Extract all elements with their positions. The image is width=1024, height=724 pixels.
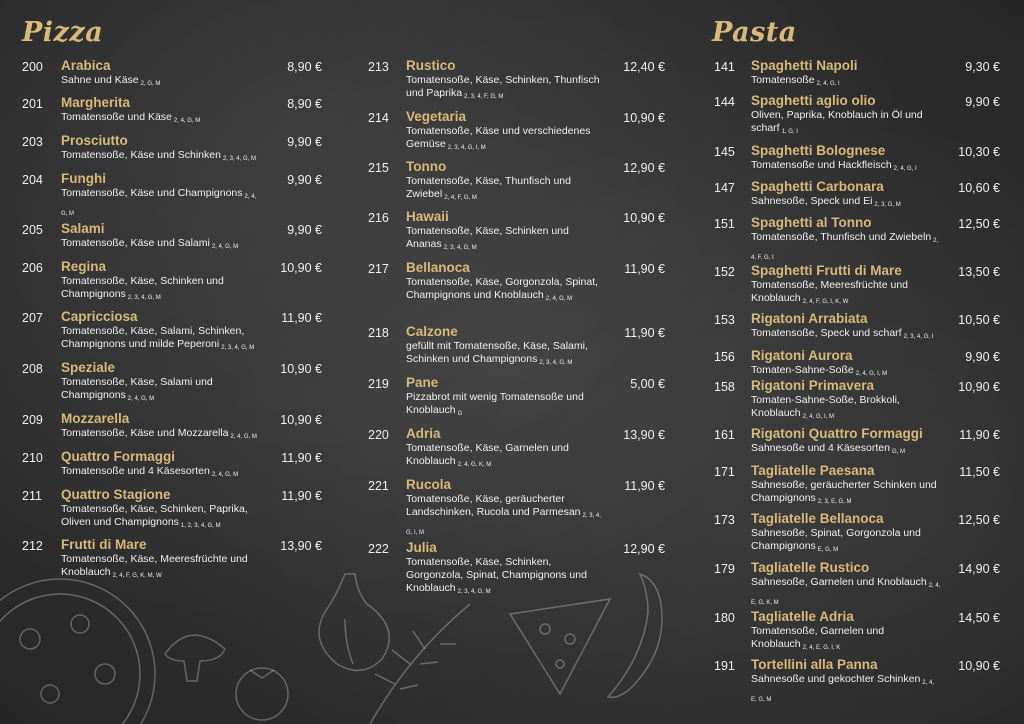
- menu-item: [368, 260, 665, 324]
- menu-item: [22, 411, 322, 449]
- item-description-text: Sahnesoße und 4 Käsesorten: [751, 442, 890, 454]
- item-description-text: Tomatensoße, Käse, Garnelen und Knoblauch: [406, 442, 569, 467]
- item-price: 10,90 €: [623, 211, 665, 225]
- menu-item: [714, 348, 1000, 378]
- allergen-codes: 2, 3, 4, G, M: [127, 295, 161, 301]
- menu-item: [368, 540, 665, 600]
- allergen-codes: 2, 4, G, I, M: [855, 371, 888, 377]
- item-number: 222: [368, 542, 389, 556]
- herb-drawing-icon: [370, 604, 470, 724]
- item-price: 10,90 €: [623, 111, 665, 125]
- item-name: Rucola: [406, 477, 452, 492]
- pizza-column-2: [368, 58, 665, 600]
- item-price: 10,90 €: [958, 380, 1000, 394]
- item-number: 204: [22, 173, 43, 187]
- allergen-codes: 2, 4, G, M: [127, 396, 155, 402]
- menu-item: [368, 209, 665, 260]
- item-price: 9,90 €: [965, 95, 1000, 109]
- item-name: Tonno: [406, 159, 447, 174]
- item-description: [406, 175, 606, 205]
- item-price: 12,50 €: [958, 217, 1000, 231]
- item-price: 10,90 €: [280, 362, 322, 376]
- item-name: Spaghetti Frutti di Mare: [751, 263, 902, 278]
- item-description-text: Tomatensoße und 4 Käsesorten: [61, 465, 210, 477]
- item-name: Spaghetti Napoli: [751, 58, 858, 73]
- item-number: 144: [714, 95, 735, 109]
- item-price: 11,90 €: [281, 451, 322, 465]
- item-name: Vegetaria: [406, 109, 467, 124]
- item-description: [61, 275, 261, 305]
- menu-item: [714, 143, 1000, 179]
- item-number: 221: [368, 479, 389, 493]
- item-description: [751, 74, 941, 91]
- item-name: Margherita: [61, 95, 131, 110]
- item-number: 180: [714, 611, 735, 625]
- allergen-codes: 2, 4, G, M: [173, 118, 201, 124]
- menu-item: [368, 324, 665, 375]
- menu-item: [22, 171, 322, 221]
- item-name: Quattro Stagione: [61, 487, 171, 502]
- item-number: 214: [368, 111, 389, 125]
- item-number: 191: [714, 659, 735, 673]
- menu-item: [714, 463, 1000, 511]
- item-price: 11,90 €: [624, 479, 665, 493]
- item-description-text: Tomatensoße, Käse, Salami und Champignons: [61, 376, 213, 401]
- item-description: [61, 74, 261, 91]
- allergen-codes: 2, 3, G, M: [874, 202, 901, 208]
- item-number: 218: [368, 326, 389, 340]
- item-price: 10,60 €: [958, 181, 1000, 195]
- item-description-text: Tomatensoße, Käse und verschiedenes Gemüse: [406, 125, 591, 150]
- item-name: Salami: [61, 221, 105, 236]
- item-number: 213: [368, 60, 389, 74]
- item-description-text: Sahne und Käse: [61, 74, 139, 86]
- item-number: 215: [368, 161, 389, 175]
- pizza-slice-drawing-icon: [510, 599, 610, 694]
- item-description-text: Tomatensoße, Käse, Schinken und Champignons: [61, 275, 224, 300]
- item-price: 12,90 €: [623, 161, 665, 175]
- item-description: [406, 125, 606, 155]
- allergen-codes: 2, 4, F, G, K, M, W: [112, 573, 162, 579]
- item-name: Rustico: [406, 58, 456, 73]
- item-description-text: Tomatensoße, Käse, Gorgonzola, Spinat, Champignons und Knoblauch: [406, 276, 599, 301]
- item-description-text: Tomatensoße, Käse, Thunfisch und Zwiebel: [406, 175, 571, 200]
- item-name: Tagliatelle Paesana: [751, 463, 875, 478]
- item-description: [751, 625, 941, 655]
- item-number: 147: [714, 181, 735, 195]
- item-name: Bellanoca: [406, 260, 470, 275]
- allergen-codes: 2, 4, G, K, M: [457, 462, 492, 468]
- item-description: [61, 149, 261, 166]
- item-description-text: Tomatensoße, Käse und Schinken: [61, 149, 221, 161]
- item-description: [751, 109, 941, 139]
- item-number: 158: [714, 380, 735, 394]
- allergen-codes: 1, 2, 3, 4, G, M: [180, 523, 221, 529]
- item-price: 9,90 €: [965, 350, 1000, 364]
- tomato-drawing-icon: [236, 668, 288, 720]
- menu-item: [714, 58, 1000, 93]
- item-name: Speziale: [61, 360, 116, 375]
- menu-item: [22, 259, 322, 309]
- item-name: Tagliatelle Adria: [751, 609, 854, 624]
- allergen-codes: 2, 4, E, G, K, M: [751, 583, 941, 606]
- item-description-text: Tomatensoße, Thunfisch und Zwiebeln: [751, 231, 932, 243]
- allergen-codes: 2, 4, G, I: [893, 166, 917, 172]
- item-price: 10,90 €: [280, 261, 322, 275]
- item-description: [406, 493, 606, 540]
- item-price: 11,50 €: [959, 465, 1000, 479]
- item-price: 11,90 €: [624, 262, 665, 276]
- item-description: [751, 279, 941, 309]
- allergen-codes: 2, 4, E, G, M: [751, 680, 934, 703]
- item-name: Rigatoni Aurora: [751, 348, 853, 363]
- item-description: [406, 74, 606, 104]
- allergen-codes: 2, 4, G, M: [545, 296, 573, 302]
- item-name: Rigatoni Quattro Formaggi: [751, 426, 923, 441]
- item-description-text: Tomatensoße, Käse und Salami: [61, 237, 210, 249]
- menu-item: [368, 58, 665, 109]
- item-description-text: Tomatensoße, Käse, geräucherter Landschinken, Rucola und Parmesan: [406, 493, 581, 518]
- item-name: Hawaii: [406, 209, 449, 224]
- item-price: 9,30 €: [965, 60, 1000, 74]
- menu-item: [22, 95, 322, 133]
- item-description-text: Tomatensoße, Käse und Champignons: [61, 187, 243, 199]
- item-price: 14,50 €: [958, 611, 1000, 625]
- allergen-codes: 2, 3, 4, F, G, M: [464, 94, 504, 100]
- item-description-text: Tomatensoße und Hackfleisch: [751, 159, 892, 171]
- item-description-text: Tomatensoße, Käse, Meeresfrüchte und Knoblauch: [61, 553, 248, 578]
- item-price: 11,90 €: [959, 428, 1000, 442]
- menu-item: [714, 426, 1000, 463]
- item-description: [751, 159, 941, 176]
- item-name: Capricciosa: [61, 309, 138, 324]
- allergen-codes: 2, 3, 4, G, M: [443, 245, 477, 251]
- allergen-codes: 2, 4, F, G, I: [751, 238, 939, 261]
- menu-item: [22, 537, 322, 587]
- item-description: [751, 442, 941, 459]
- item-name: Spaghetti Bolognese: [751, 143, 886, 158]
- item-description-text: Tomatensoße, Garnelen und Knoblauch: [751, 625, 885, 650]
- item-name: Spaghetti Carbonara: [751, 179, 884, 194]
- menu-item: [22, 309, 322, 360]
- item-price: 10,90 €: [958, 659, 1000, 673]
- item-description: [751, 195, 941, 212]
- menu-item: [714, 657, 1000, 705]
- pizza-section-title: Pizza: [22, 17, 104, 48]
- item-name: Regina: [61, 259, 107, 274]
- item-name: Julia: [406, 540, 437, 555]
- item-number: 152: [714, 265, 735, 279]
- item-number: 173: [714, 513, 735, 527]
- item-price: 5,00 €: [630, 377, 665, 391]
- allergen-codes: 2, 3, 4, G, I: [903, 334, 934, 340]
- menu-item: [22, 487, 322, 537]
- item-number: 220: [368, 428, 389, 442]
- item-description-text: Tomatensoße: [751, 74, 815, 86]
- allergen-codes: 2, G, M: [140, 81, 161, 87]
- item-description-text: Tomatensoße, Käse, Schinken und Ananas: [406, 225, 569, 250]
- menu-item: [22, 360, 322, 411]
- item-number: 153: [714, 313, 735, 327]
- allergen-codes: 2, 4, G, I, M: [802, 414, 834, 420]
- item-price: 9,90 €: [287, 223, 322, 237]
- item-description-text: Sahnesoße, Garnelen und Knoblauch: [751, 576, 927, 588]
- item-number: 209: [22, 413, 43, 427]
- item-name: Frutti di Mare: [61, 537, 147, 552]
- item-number: 205: [22, 223, 43, 237]
- item-description: [61, 553, 261, 583]
- item-number: 207: [22, 311, 43, 325]
- allergen-codes: 2, 4, F, G, M: [444, 195, 477, 201]
- allergen-codes: 2, 4, F, G, I, K, W: [802, 299, 849, 305]
- allergen-codes: 2, 3, 4, G, M: [539, 360, 573, 366]
- item-description-text: Sahnesoße, Spinat, Gorgonzola und Champignons: [751, 527, 921, 552]
- item-number: 200: [22, 60, 43, 74]
- item-description-text: Tomatensoße, Meeresfrüchte und Knoblauch: [751, 279, 908, 304]
- item-number: 141: [714, 60, 735, 74]
- item-name: Prosciutto: [61, 133, 128, 148]
- item-description: [61, 503, 261, 533]
- item-price: 11,90 €: [624, 326, 665, 340]
- item-description-text: Tomatensoße, Käse, Schinken, Paprika, Oliven und Champignons: [61, 503, 248, 528]
- allergen-codes: 2, 3, 4, G, I, M: [406, 513, 601, 536]
- item-name: Tagliatelle Rustico: [751, 560, 870, 575]
- item-price: 13,90 €: [280, 539, 322, 553]
- item-price: 9,90 €: [287, 173, 322, 187]
- item-description: [751, 394, 941, 424]
- item-description: [751, 231, 941, 265]
- item-price: 11,90 €: [281, 311, 322, 325]
- item-price: 10,90 €: [280, 413, 322, 427]
- item-number: 179: [714, 562, 735, 576]
- item-description: [61, 465, 261, 482]
- menu-item: [22, 221, 322, 259]
- item-description: [61, 427, 261, 444]
- allergen-codes: G, M: [891, 449, 905, 455]
- item-number: 151: [714, 217, 735, 231]
- allergen-codes: 2, 4, E, G, I, K: [802, 645, 841, 651]
- item-name: Mozzarella: [61, 411, 130, 426]
- pasta-section-title: Pasta: [712, 17, 797, 48]
- item-description: [61, 237, 261, 254]
- pizza-column-1: [22, 58, 322, 587]
- item-name: Rigatoni Primavera: [751, 378, 875, 393]
- allergen-codes: 2, 4, G, M: [211, 244, 239, 250]
- item-number: 206: [22, 261, 43, 275]
- item-name: Spaghetti al Tonno: [751, 215, 872, 230]
- item-description: [406, 391, 606, 421]
- item-name: Rigatoni Arrabiata: [751, 311, 868, 326]
- pasta-column: [714, 58, 1000, 705]
- item-description: [61, 376, 261, 406]
- item-description: [406, 276, 606, 306]
- allergen-codes: 2, 4, G, I: [816, 81, 840, 87]
- menu-item: [368, 109, 665, 159]
- item-name: Funghi: [61, 171, 106, 186]
- item-description: [751, 527, 941, 557]
- menu-item: [714, 263, 1000, 311]
- item-description-text: gefüllt mit Tomatensoße, Käse, Salami, Schinken und Champignons: [406, 340, 588, 365]
- item-name: Calzone: [406, 324, 458, 339]
- item-price: 9,90 €: [287, 135, 322, 149]
- menu-item: [714, 511, 1000, 560]
- menu-item: [714, 179, 1000, 215]
- item-number: 203: [22, 135, 43, 149]
- item-description-text: Tomatensoße, Käse, Schinken, Gorgonzola, Spinat, Champignons und Knoblauch: [406, 556, 587, 594]
- item-price: 12,50 €: [958, 513, 1000, 527]
- menu-item: [714, 215, 1000, 263]
- item-name: Tagliatelle Bellanoca: [751, 511, 884, 526]
- item-price: 11,90 €: [281, 489, 322, 503]
- menu-item: [714, 609, 1000, 657]
- item-number: 216: [368, 211, 389, 225]
- mushroom-drawing-icon: [165, 635, 225, 681]
- item-description: [61, 111, 261, 128]
- allergen-codes: 2, 3, 4, G, I, M: [447, 145, 486, 151]
- item-price: 8,90 €: [287, 97, 322, 111]
- allergen-codes: 2, 3, E, G, M: [817, 499, 852, 505]
- menu-item: [22, 449, 322, 487]
- item-description: [751, 479, 941, 509]
- menu-item: [22, 133, 322, 171]
- item-description-text: Tomatensoße, Speck und scharf: [751, 327, 902, 339]
- allergen-codes: 2, 4, G, M: [61, 194, 257, 217]
- item-description-text: Tomatensoße und Käse: [61, 111, 172, 123]
- item-number: 208: [22, 362, 43, 376]
- item-description: [61, 187, 261, 221]
- item-number: 217: [368, 262, 389, 276]
- item-description-text: Sahnesoße, geräucherter Schinken und Champignons: [751, 479, 937, 504]
- menu-item: [714, 93, 1000, 143]
- item-number: 161: [714, 428, 735, 442]
- menu-item: [368, 159, 665, 209]
- item-description: [751, 576, 941, 610]
- item-description-text: Tomaten-Sahne-Soße, Brokkoli, Knoblauch: [751, 394, 900, 419]
- item-price: 12,40 €: [623, 60, 665, 74]
- item-description: [406, 225, 606, 255]
- menu-item: [714, 378, 1000, 426]
- pizza-drawing-icon: [0, 579, 155, 724]
- allergen-codes: 2, 3, 4, G, M: [221, 345, 255, 351]
- item-price: 14,90 €: [958, 562, 1000, 576]
- item-price: 13,50 €: [958, 265, 1000, 279]
- allergen-codes: 2, 4, G, M: [230, 434, 257, 440]
- item-number: 201: [22, 97, 43, 111]
- menu-item: [368, 375, 665, 426]
- item-price: 10,30 €: [958, 145, 1000, 159]
- item-description: [751, 327, 941, 344]
- item-number: 212: [22, 539, 43, 553]
- allergen-codes: E, G, M: [817, 547, 839, 553]
- item-description-text: Tomaten-Sahne-Soße: [751, 364, 854, 376]
- menu-item: [22, 58, 322, 95]
- item-description-text: Tomatensoße, Käse, Salami, Schinken, Champignons und milde Peperoni: [61, 325, 245, 350]
- item-description: [406, 556, 606, 599]
- item-name: Pane: [406, 375, 439, 390]
- item-number: 210: [22, 451, 43, 465]
- item-description-text: Sahnesoße, Speck und Ei: [751, 195, 873, 207]
- item-number: 171: [714, 465, 735, 479]
- item-name: Quattro Formaggi: [61, 449, 175, 464]
- item-description: [406, 340, 606, 370]
- item-name: Arabica: [61, 58, 111, 73]
- item-price: 8,90 €: [287, 60, 322, 74]
- item-name: Tortellini alla Panna: [751, 657, 878, 672]
- menu-item: [714, 560, 1000, 609]
- item-price: 12,90 €: [623, 542, 665, 556]
- item-name: Spaghetti aglio olio: [751, 93, 876, 108]
- item-number: 156: [714, 350, 735, 364]
- menu-item: [714, 311, 1000, 348]
- allergen-codes: 2, 3, 4, G, M: [457, 589, 491, 595]
- item-price: 13,90 €: [623, 428, 665, 442]
- item-price: 10,50 €: [958, 313, 1000, 327]
- item-description-text: Sahnesoße und gekochter Schinken: [751, 673, 921, 685]
- allergen-codes: 1, G, I: [781, 129, 798, 135]
- item-description-text: Tomatensoße, Käse und Mozzarella: [61, 427, 229, 439]
- item-number: 219: [368, 377, 389, 391]
- item-description: [406, 442, 606, 472]
- item-description: [61, 325, 261, 355]
- item-description: [751, 673, 941, 707]
- item-number: 211: [22, 489, 42, 503]
- item-name: Adria: [406, 426, 441, 441]
- item-description-text: Pizzabrot mit wenig Tomatensoße und Knoblauch: [406, 391, 584, 416]
- item-number: 145: [714, 145, 735, 159]
- item-description-text: Tomatensoße, Käse, Schinken, Thunfisch und Paprika: [406, 74, 600, 99]
- allergen-codes: 2, 3, 4, G, M: [222, 156, 256, 162]
- allergen-codes: 2, 4, G, M: [211, 472, 239, 478]
- item-description-text: Oliven, Paprika, Knoblauch in Öl und scharf: [751, 109, 923, 134]
- menu-item: [368, 477, 665, 540]
- allergen-codes: G: [457, 411, 463, 417]
- menu-item: [368, 426, 665, 477]
